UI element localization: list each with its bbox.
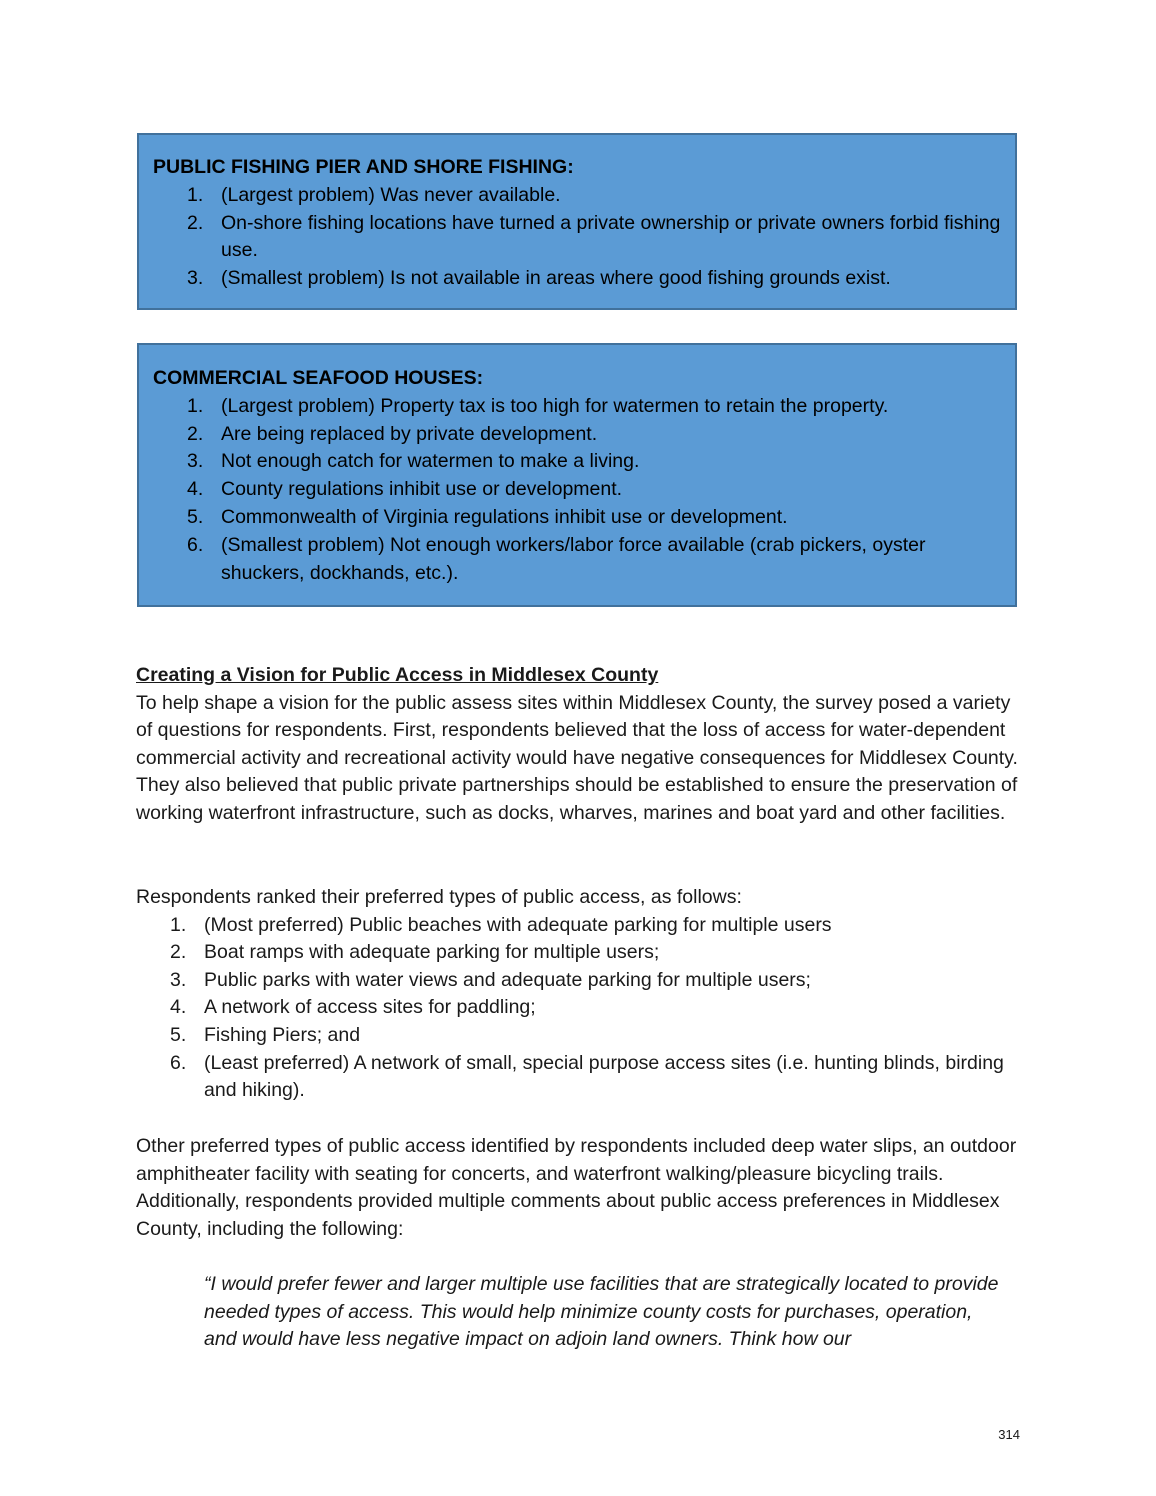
list-item: 2. On-shore fishing locations have turned a private ownership or private owners forbid fishing use. <box>187 211 1001 262</box>
list-intro: Respondents ranked their preferred types of public access, as follows: <box>136 886 742 908</box>
list-item: 3. (Smallest problem) Is not available in areas where good fishing grounds exist. <box>187 267 891 290</box>
list-item: 2. Boat ramps with adequate parking for multiple users; <box>170 941 660 964</box>
list-item: 1. (Most preferred) Public beaches with adequate parking for multiple users <box>170 913 832 936</box>
list-item: 5. Commonwealth of Virginia regulations inhibit use or development. <box>187 505 788 528</box>
vision-section <box>136 662 1026 828</box>
page-number: 314 <box>998 1427 1020 1442</box>
body-paragraph: To help shape a vision for the public assess sites within Middlesex County, the survey posed a variety of questions for respondents. First, respondents believed that the loss of access for water-dependent commercial activity and recreational activity would have negative consequences for Middlesex County. They also believed that public private partnerships should be established to ensure the preservation of working waterfront infrastructure, such as docks, wharves, marines and boat yard and other facilities. <box>136 691 1018 824</box>
problem-list <box>153 182 1001 293</box>
list-item: 4. County regulations inhibit use or development. <box>187 478 623 501</box>
seafood-houses-problems-box <box>137 343 1017 607</box>
list-item: 2. Are being replaced by private development. <box>187 422 598 445</box>
list-item: 6. (Least preferred) A network of small, special purpose access sites (i.e. hunting blinds, birding and hiking). <box>170 1051 1004 1102</box>
box-heading: PUBLIC FISHING PIER AND SHORE FISHING: <box>153 156 574 178</box>
ranked-list <box>136 912 1026 1105</box>
problem-list <box>153 393 1001 588</box>
list-item: 5. Fishing Piers; and <box>170 1023 361 1046</box>
section-heading: Creating a Vision for Public Access in Middlesex County <box>136 664 659 686</box>
list-item: 4. A network of access sites for paddling; <box>170 996 536 1019</box>
list-item: 6. (Smallest problem) Not enough workers/labor force available (crab pickers, oyster shuckers, dockhands, etc.). <box>187 533 926 584</box>
respondent-quote: “I would prefer fewer and larger multiple use facilities that are strategically located to provide needed types of access. This would help minimize county costs for purchases, operation, and would have less negative impact on adjoin land owners. Think how our <box>204 1273 999 1351</box>
other-preferences <box>136 1133 1026 1243</box>
fishing-pier-problems-box <box>137 133 1017 310</box>
list-item: 3. Not enough catch for watermen to make a living. <box>187 450 640 473</box>
list-item: 3. Public parks with water views and adequate parking for multiple users; <box>170 968 811 991</box>
body-paragraph: Other preferred types of public access identified by respondents included deep water slips, an outdoor amphitheater facility with seating for concerts, and waterfront walking/pleasure bicycling trails. Additionally, respondents provided multiple comments about public access preferences in Middlesex County, including the following: <box>136 1135 1017 1240</box>
list-item: 1. (Largest problem) Was never available. <box>187 183 561 206</box>
box-heading: COMMERCIAL SEAFOOD HOUSES: <box>153 367 484 389</box>
ranked-preferences <box>136 884 1026 1105</box>
list-item: 1. (Largest problem) Property tax is too high for watermen to retain the property. <box>187 394 889 417</box>
